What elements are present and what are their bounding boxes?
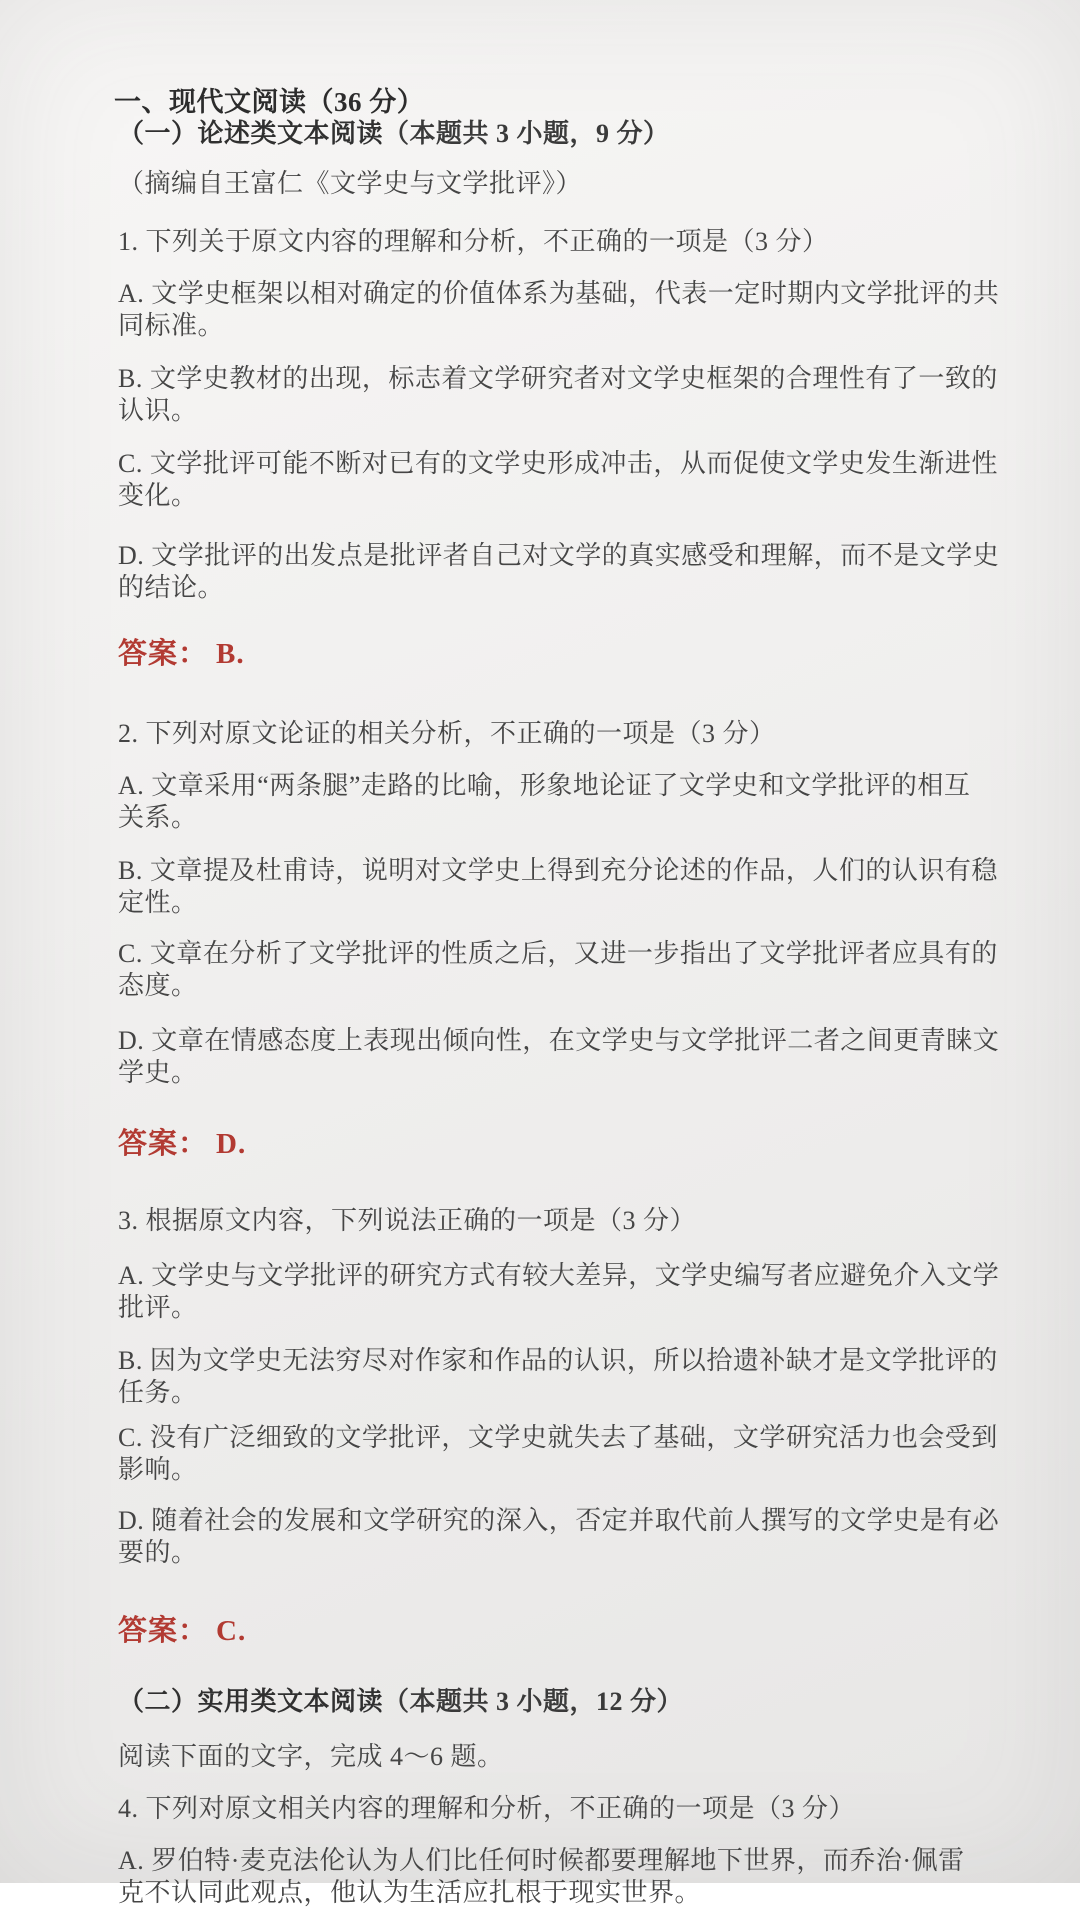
question-4-option-a (118, 1845, 998, 1909)
option-line: 的结论。 (118, 573, 225, 602)
section2-heading-name: （二）实用类文本阅读 (118, 1687, 384, 1716)
question-1-option-c (118, 448, 998, 512)
question-2-option-d (118, 1025, 998, 1089)
question-2-option-a (118, 770, 998, 834)
section2-heading-meta: （本题共 3 小题，12 分） (383, 1687, 684, 1716)
section2-heading (118, 1686, 998, 1718)
question-2-option-c (118, 938, 998, 1002)
question-1-option-b (118, 363, 998, 427)
question-2-option-b (118, 855, 998, 919)
answer-1-value: B. (216, 638, 245, 670)
answer-3-label: 答案： (118, 1615, 209, 1647)
answer-2 (118, 1128, 998, 1160)
question-3-option-a (118, 1260, 998, 1324)
option-line: B. 文学史教材的出现，标志着文学研究者对文学史框架的合理性有了一致的 (118, 364, 998, 393)
question-1-option-a (118, 278, 998, 342)
question-3-option-c (118, 1422, 998, 1486)
question-3-stem: 3. 根据原文内容，下列说法正确的一项是（3 分） (118, 1206, 697, 1235)
question-4-stem: 4. 下列对原文相关内容的理解和分析，不正确的一项是（3 分） (118, 1794, 856, 1823)
option-line: A. 文学史框架以相对确定的价值体系为基础，代表一定时期内文学批评的共 (118, 279, 1000, 308)
option-line: D. 随着社会的发展和文学研究的深入，否定并取代前人撰写的文学史是有必 (118, 1506, 1000, 1535)
page-title: 一、现代文阅读（36 分） (114, 87, 425, 117)
question-3-option-b (118, 1345, 998, 1409)
option-line: 学史。 (118, 1058, 198, 1087)
option-line: A. 文章采用“两条腿”走路的比喻，形象地论证了文学史和文学批评的相互 (118, 771, 971, 800)
option-line: C. 文章在分析了文学批评的性质之后，又进一步指出了文学批评者应具有的 (118, 939, 998, 968)
option-line: 定性。 (118, 888, 198, 917)
option-line: 关系。 (118, 803, 198, 832)
option-line: C. 没有广泛细致的文学批评，文学史就失去了基础，文学研究活力也会受到 (118, 1423, 998, 1452)
option-line: 批评。 (118, 1293, 198, 1322)
question-2-stem: 2. 下列对原文论证的相关分析，不正确的一项是（3 分） (118, 719, 776, 748)
section1-heading (118, 118, 998, 150)
answer-3-value: C. (216, 1615, 247, 1647)
question-1-option-d (118, 540, 998, 604)
section2-intro: 阅读下面的文字，完成 4～6 题。 (118, 1742, 504, 1771)
option-line: D. 文章在情感态度上表现出倾向性，在文学史与文学批评二者之间更青睐文 (118, 1026, 1000, 1055)
option-line: D. 文学批评的出发点是批评者自己对文学的真实感受和理解，而不是文学史 (118, 541, 1000, 570)
section1-heading-meta: （本题共 3 小题，9 分） (383, 119, 670, 148)
option-line: 任务。 (118, 1378, 198, 1407)
option-line: A. 文学史与文学批评的研究方式有较大差异，文学史编写者应避免介入文学 (118, 1261, 1000, 1290)
option-line: 变化。 (118, 481, 198, 510)
answer-2-label: 答案： (118, 1128, 209, 1160)
option-line: 同标准。 (118, 311, 225, 340)
option-line: B. 因为文学史无法穷尽对作家和作品的认识，所以拾遗补缺才是文学批评的 (118, 1346, 998, 1375)
question-1-stem: 1. 下列关于原文内容的理解和分析，不正确的一项是（3 分） (118, 227, 829, 256)
option-line: 影响。 (118, 1455, 198, 1484)
answer-1-label: 答案： (118, 638, 209, 670)
option-line-clipped: 克不认同此观点，他认为生活应扎根于现实世界。 (118, 1878, 702, 1907)
option-line: C. 文学批评可能不断对已有的文学史形成冲击，从而促使文学史发生渐进性 (118, 449, 998, 478)
option-line: 认识。 (118, 396, 198, 425)
option-line: 态度。 (118, 971, 198, 1000)
option-line: A. 罗伯特·麦克法伦认为人们比任何时候都要理解地下世界，而乔治·佩雷 (118, 1846, 965, 1875)
answer-2-value: D. (216, 1128, 247, 1160)
source-note: （摘编自王富仁《文学史与文学批评》） (118, 169, 583, 198)
option-line: 要的。 (118, 1538, 198, 1567)
answer-1 (118, 638, 998, 670)
section1-heading-name: （一）论述类文本阅读 (118, 119, 384, 148)
option-line: B. 文章提及杜甫诗，说明对文学史上得到充分论述的作品，人们的认识有稳 (118, 856, 998, 885)
answer-3 (118, 1615, 998, 1647)
question-3-option-d (118, 1505, 998, 1569)
